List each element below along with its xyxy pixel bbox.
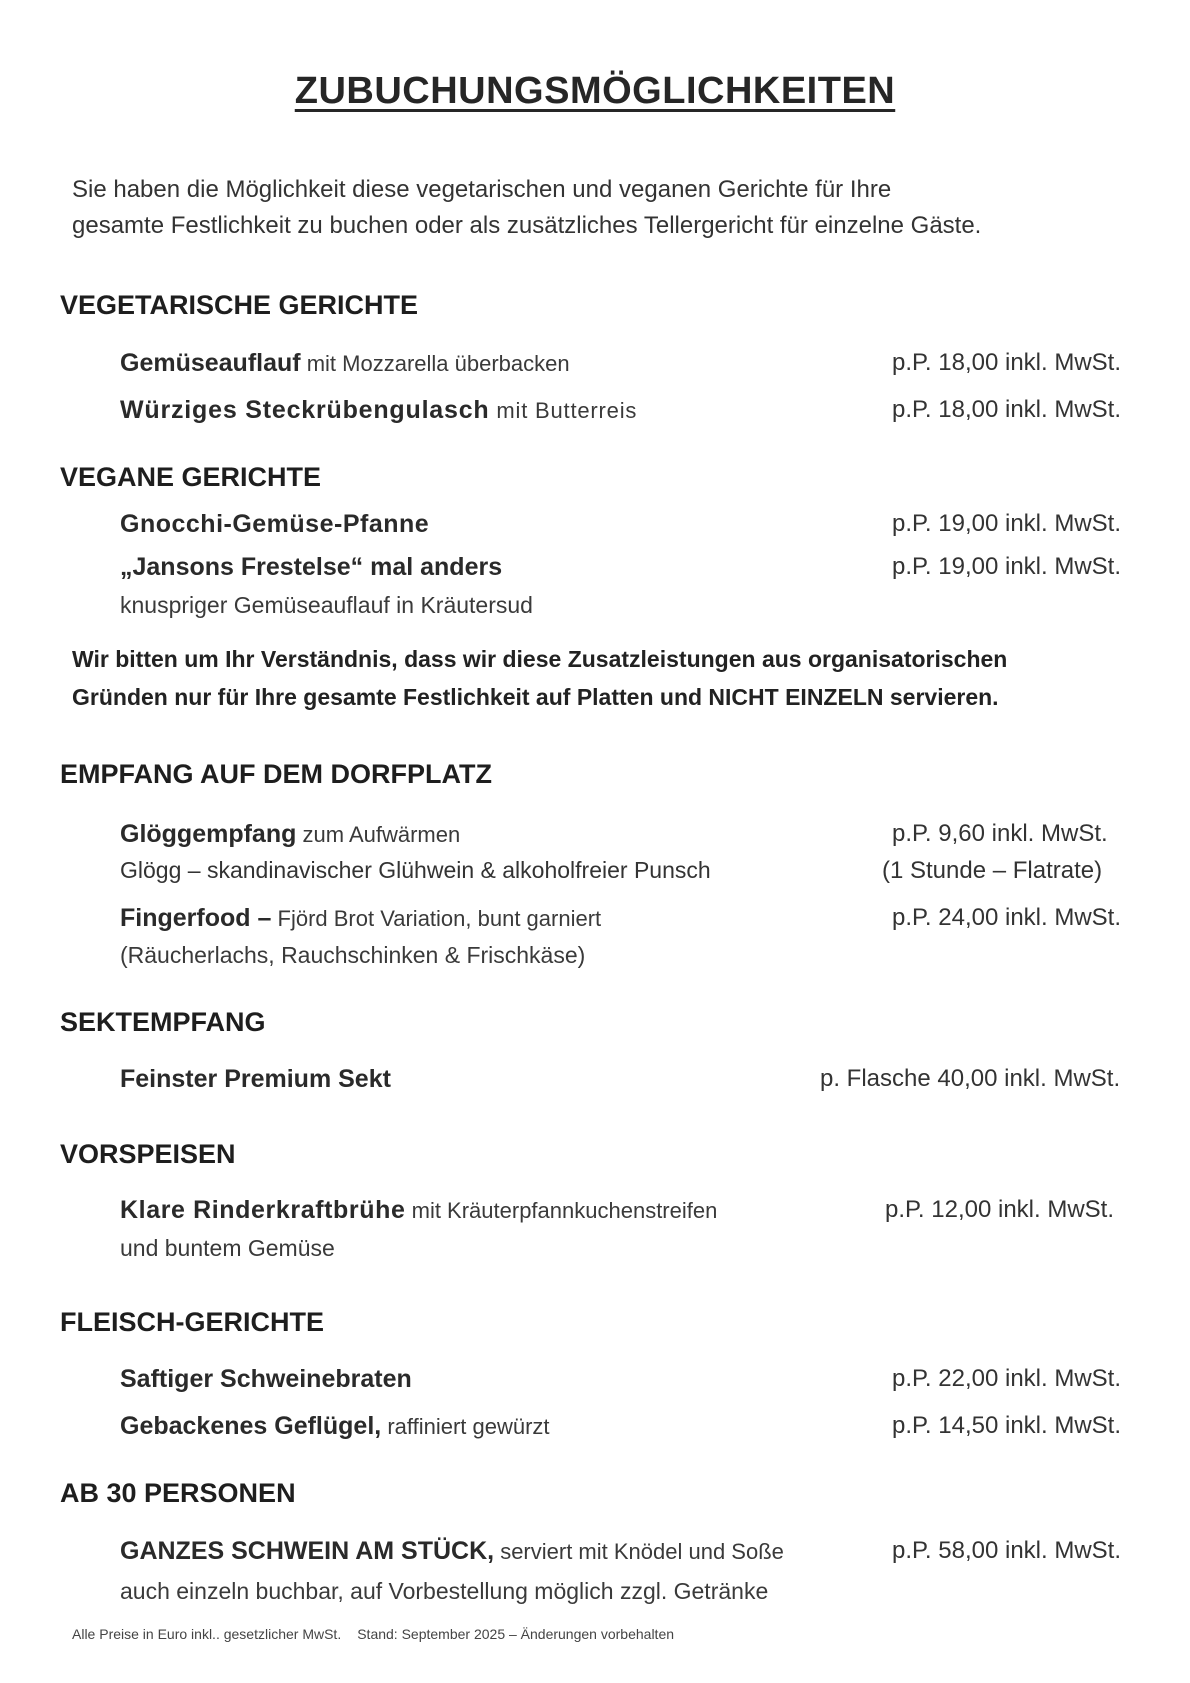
notice-line-2: Gründen nur für Ihre gesamte Festlichkeit auf Platten und NICHT EINZELN servieren. (72, 684, 999, 710)
item-description: Glögg – skandinavischer Glühwein & alkoholfreier Punsch (120, 857, 711, 883)
menu-item (120, 349, 1126, 387)
section-heading-sekt: SEKTEMPFANG (60, 1007, 266, 1037)
item-description: und buntem Gemüse (120, 1235, 335, 1261)
menu-item (120, 1065, 1126, 1103)
item-name: Gebackenes Geflügel, raffiniert gewürzt (120, 1412, 550, 1440)
notice-text (72, 640, 1152, 716)
item-price: p.P. 18,00 inkl. MwSt. (892, 396, 1122, 423)
item-name: Fingerfood – Fjörd Brot Variation, bunt garniert (120, 904, 602, 932)
menu-item (120, 1365, 1126, 1403)
footer-date-note: Stand: September 2025 – Änderungen vorbehalten (357, 1626, 675, 1642)
menu-item-detail (120, 857, 1126, 895)
item-description: auch einzeln buchbar, auf Vorbestellung möglich zzgl. Getränke (120, 1578, 769, 1604)
item-price: p.P. 22,00 inkl. MwSt. (892, 1365, 1122, 1392)
item-name: Glöggempfang zum Aufwärmen (120, 820, 461, 848)
footer (72, 1626, 674, 1642)
item-price: p.P. 58,00 inkl. MwSt. (892, 1537, 1122, 1564)
item-description: (Räucherlachs, Rauchschinken & Frischkäse) (120, 942, 586, 968)
footer-prices-note: Alle Preise in Euro inkl.. gesetzlicher MwSt. (72, 1626, 342, 1642)
item-name: Gnocchi-Gemüse-Pfanne (120, 510, 430, 538)
item-price: p.P. 19,00 inkl. MwSt. (892, 510, 1122, 537)
item-price: p.P. 24,00 inkl. MwSt. (892, 904, 1122, 931)
notice-line-1: Wir bitten um Ihr Verständnis, dass wir diese Zusatzleistungen aus organisatorischen (72, 646, 1008, 672)
section-heading-group: AB 30 PERSONEN (60, 1478, 296, 1508)
menu-item (120, 1196, 1126, 1234)
item-price: p.P. 9,60 inkl. MwSt. (892, 820, 1108, 847)
section-heading-meat: FLEISCH-GERICHTE (60, 1307, 325, 1337)
section-heading-reception: EMPFANG AUF DEM DORFPLATZ (60, 759, 492, 789)
item-description: knuspriger Gemüseauflauf in Kräutersud (120, 592, 533, 618)
item-name: Gemüseauflauf mit Mozzarella überbacken (120, 349, 570, 377)
item-price: p.P. 19,00 inkl. MwSt. (892, 553, 1122, 580)
intro-line-2: gesamte Festlichkeit zu buchen oder als zusätzliches Tellergericht für einzelne Gäste. (72, 212, 982, 239)
item-name: Würziges Steckrübengulasch mit Butterreis (120, 396, 638, 424)
item-name: Klare Rinderkraftbrühe mit Kräuterpfannkuchenstreifen (120, 1196, 718, 1224)
item-name: Saftiger Schweinebraten (120, 1365, 412, 1393)
item-price: p. Flasche 40,00 inkl. MwSt. (820, 1065, 1121, 1092)
page-title: ZUBUCHUNGSMÖGLICHKEITEN (294, 70, 896, 112)
item-name: GANZES SCHWEIN AM STÜCK, serviert mit Knödel und Soße (120, 1537, 784, 1565)
item-price: p.P. 18,00 inkl. MwSt. (892, 349, 1122, 376)
menu-item (120, 904, 1126, 942)
intro-line-1: Sie haben die Möglichkeit diese vegetarischen und veganen Gerichte für Ihre (72, 176, 892, 203)
menu-item (120, 1537, 1126, 1575)
menu-item (120, 1412, 1126, 1450)
item-price: p.P. 14,50 inkl. MwSt. (892, 1412, 1122, 1439)
item-name: „Jansons Frestelse“ mal anders (120, 553, 503, 581)
item-price: p.P. 12,00 inkl. MwSt. (885, 1196, 1115, 1223)
menu-item (120, 553, 1126, 591)
intro-text (72, 172, 1132, 244)
menu-item (120, 396, 1126, 434)
section-heading-vegan: VEGANE GERICHTE (60, 462, 322, 492)
menu-item (120, 820, 1126, 858)
item-price-note: (1 Stunde – Flatrate) (882, 857, 1103, 884)
item-name: Feinster Premium Sekt (120, 1065, 391, 1093)
section-heading-starters: VORSPEISEN (60, 1139, 236, 1169)
section-heading-vegetarian: VEGETARISCHE GERICHTE (60, 290, 419, 320)
menu-item (120, 510, 1126, 548)
